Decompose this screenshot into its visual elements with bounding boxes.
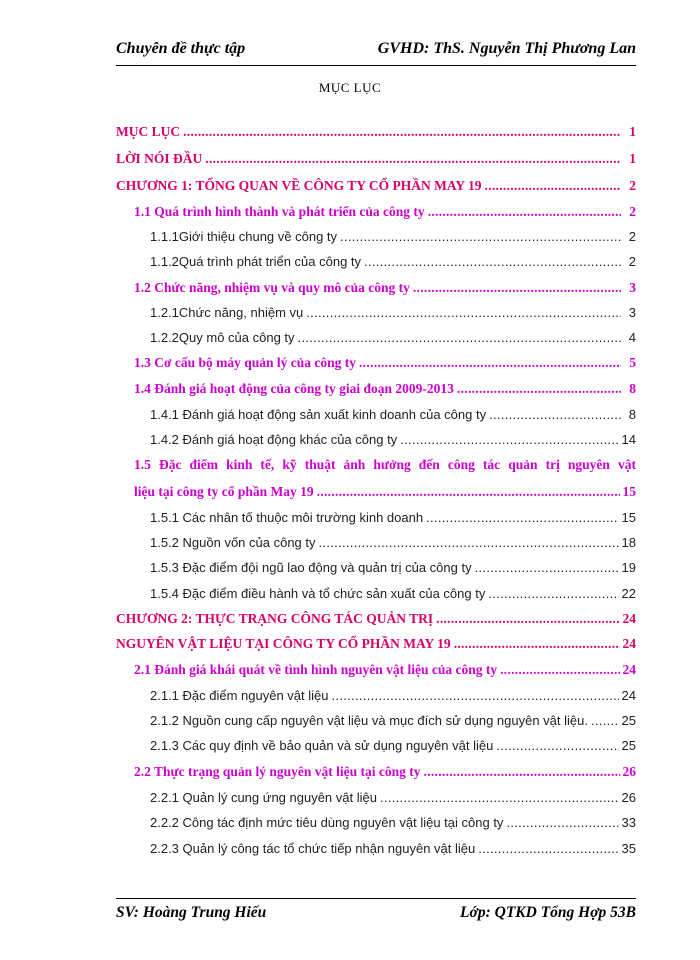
toc-entry-title: 2.2.3 Quản lý công tác tổ chức tiếp nhận nguyên vật liệu (150, 841, 476, 856)
toc-entry-title: 2.2 Thực trạng quản lý nguyên vật liệu tại công ty (134, 764, 421, 779)
toc-entry-page: 3 (628, 305, 636, 320)
toc-dot-leader (475, 560, 619, 575)
toc-entry-title: 1.5.3 Đặc điểm đội ngũ lao động và quản trị của công ty (150, 560, 472, 575)
toc-entry-title: 1.5.2 Nguồn vốn của công ty (150, 535, 316, 550)
toc-entry-page: 14 (621, 432, 636, 447)
toc-dot-leader (478, 841, 618, 856)
toc-entry-title: 1.4.1 Đánh giá hoạt động sản xuất kinh doanh của công ty (150, 407, 487, 422)
toc-entry-title: LỜI NÓI ĐẦU (116, 151, 203, 166)
toc-entry[interactable] (150, 688, 636, 703)
toc-entry-title: 1.5.4 Đặc điểm điều hành và tổ chức sản xuất của công ty (150, 586, 486, 601)
toc-title: MỤC LỤC (318, 80, 382, 95)
toc-entry[interactable] (116, 178, 636, 194)
toc-entry-title: NGUYÊN VẬT LIỆU TẠI CÔNG TY CỔ PHẦN MAY 19 (116, 636, 451, 651)
footer-divider (116, 898, 636, 899)
toc-entry[interactable] (134, 381, 636, 397)
toc-entry-title: 2.1 Đánh giá khái quát về tình hình nguyên vật liệu của công ty (134, 662, 498, 677)
toc-entry-page: 2 (629, 178, 636, 193)
toc-entry-title: 1.4 Đánh giá hoạt động của công ty giai đoạn 2009-2013 (134, 381, 454, 396)
toc-dot-leader (454, 636, 620, 652)
toc-dot-leader (428, 204, 621, 220)
toc-entry-page: 1 (629, 151, 636, 166)
toc-entry[interactable] (150, 841, 636, 856)
toc-entry[interactable] (150, 535, 636, 550)
toc-entry-title: 1.1 Quá trình hình thành và phát triển của công ty (134, 204, 425, 219)
toc-entry[interactable] (150, 407, 636, 422)
toc-entry[interactable] (150, 432, 636, 447)
toc-entry-page: 2 (629, 204, 636, 219)
toc-entry-page: 25 (621, 738, 636, 753)
toc-entry-page: 35 (621, 841, 636, 856)
toc-dot-leader (183, 124, 621, 140)
toc-entry[interactable] (150, 254, 636, 269)
toc-dot-leader (506, 815, 618, 830)
toc-dot-leader (500, 662, 619, 678)
toc-dot-leader (364, 254, 621, 269)
toc-entry-title: 2.2.2 Công tác định mức tiêu dùng nguyên vật liệu tại công ty (150, 815, 504, 830)
toc-entry-page: 5 (629, 355, 636, 370)
toc-dot-leader (496, 738, 618, 753)
toc-entry[interactable] (150, 560, 636, 575)
header-left: Chuyên đề thực tập (116, 40, 246, 57)
toc-entry-page: 25 (621, 713, 636, 728)
toc-dot-leader (413, 280, 621, 296)
toc-entry-page: 33 (621, 815, 636, 830)
toc-dot-leader (340, 229, 621, 244)
toc-entry[interactable] (134, 355, 636, 371)
toc-entry[interactable] (134, 662, 636, 678)
toc-dot-leader (319, 535, 619, 550)
toc-entry[interactable] (150, 815, 636, 830)
footer-right: Lớp: QTKD Tổng Hợp 53B (460, 904, 636, 921)
toc-dot-leader (591, 713, 619, 728)
toc-entry-page: 24 (621, 688, 636, 703)
toc-dot-leader (457, 381, 621, 397)
toc-entry-title: 1.1.2Quá trình phát triển của công ty (150, 254, 362, 269)
toc-entry[interactable] (150, 738, 636, 753)
toc-dot-leader (380, 790, 619, 805)
toc-entry-page: 19 (621, 560, 636, 575)
page-footer (116, 902, 636, 926)
toc-entry-page: 1 (629, 124, 636, 139)
toc-entry[interactable] (134, 204, 636, 220)
toc-dot-leader (424, 764, 620, 780)
toc-dot-leader (489, 407, 621, 422)
toc-entry[interactable] (134, 280, 636, 296)
toc-dot-leader (317, 484, 620, 500)
toc-dot-leader (485, 178, 621, 194)
toc-entry-page: 8 (629, 381, 636, 396)
header-right: GVHD: ThS. Nguyễn Thị Phương Lan (377, 40, 636, 57)
toc-entry-page: 18 (621, 535, 636, 550)
toc-entry-title: CHƯƠNG 1: TỔNG QUAN VỀ CÔNG TY CỔ PHẦN MAY 19 (116, 178, 482, 193)
toc-entry-page: 26 (622, 764, 636, 779)
toc-entry-page: 3 (629, 280, 636, 295)
toc-entry-page: 24 (622, 662, 636, 677)
toc-entry-title: liệu tại công ty cổ phần May 19 (134, 484, 314, 499)
toc-entry-title: 2.1.1 Đặc điểm nguyên vật liệu (150, 688, 329, 703)
toc-entry-page: 22 (621, 586, 636, 601)
toc-dot-leader (306, 305, 621, 320)
toc-entry[interactable] (134, 457, 636, 473)
toc-entry[interactable] (150, 586, 636, 601)
toc-entry-title: CHƯƠNG 2: THỰC TRẠNG CÔNG TÁC QUẢN TRỊ (116, 611, 434, 626)
toc-dot-leader (436, 611, 619, 627)
toc-entry-title: 1.1.1Giới thiệu chung về công ty (150, 229, 338, 244)
toc-entry-page: 8 (628, 407, 636, 422)
toc-entry[interactable] (150, 305, 636, 320)
toc-entry[interactable] (150, 790, 636, 805)
toc-entry-page: 15 (621, 510, 636, 525)
toc-entry-title: 1.4.2 Đánh giá hoạt động khác của công ty (150, 432, 398, 447)
toc-entry[interactable] (150, 330, 636, 345)
toc-entry-title: 1.5.1 Các nhân tố thuộc môi trường kinh doanh (150, 510, 424, 525)
toc-entry[interactable] (150, 229, 636, 244)
toc-entry[interactable] (116, 124, 636, 140)
toc-entry-title: 2.2.1 Quản lý cung ứng nguyên vật liệu (150, 790, 377, 805)
toc-entry-title: 1.2.1Chức năng, nhiệm vụ (150, 305, 304, 320)
toc-entry-title: 1.5 Đặc điểm kinh tế, kỹ thuật ảnh hưởng đến công tác quản trị nguyên vật (134, 457, 636, 472)
toc-dot-leader (205, 151, 621, 167)
toc-entry-page: 2 (628, 254, 636, 269)
toc-entry[interactable] (116, 636, 636, 652)
toc-entry-page: 15 (622, 484, 636, 499)
header-divider (116, 65, 636, 66)
toc-entry[interactable] (134, 764, 636, 780)
toc-entry[interactable] (150, 713, 636, 728)
toc-entry[interactable] (134, 484, 636, 500)
footer-left: SV: Hoàng Trung Hiếu (116, 904, 267, 921)
toc-dot-leader (332, 688, 619, 703)
toc-entry-title: 1.2.2Quy mô của công ty (150, 330, 295, 345)
page-header (116, 38, 636, 62)
toc-dot-leader (400, 432, 618, 447)
toc-entry-title: 2.1.3 Các quy định về bảo quản và sử dụng nguyên vật liệu (150, 738, 494, 753)
toc-entry-page: 4 (628, 330, 636, 345)
toc-entry-page: 26 (621, 790, 636, 805)
toc-entry-title: 1.2 Chức năng, nhiệm vụ và quy mô của công ty (134, 280, 410, 295)
toc-dot-leader (426, 510, 618, 525)
toc-entry[interactable] (116, 611, 636, 627)
toc-entry-title: 1.3 Cơ cấu bộ máy quản lý của công ty (134, 355, 356, 370)
toc-entry[interactable] (150, 510, 636, 525)
toc-entry-page: 24 (622, 636, 636, 651)
toc-entry-page: 2 (628, 229, 636, 244)
toc-entry-title: 2.1.2 Nguồn cung cấp nguyên vật liệu và mục đích sử dụng nguyên vật liệu. (150, 713, 588, 728)
toc-dot-leader (359, 355, 621, 371)
toc-entry-page: 24 (622, 611, 636, 626)
toc-dot-leader (488, 586, 618, 601)
toc-entry-title: MỤC LỤC (116, 124, 181, 139)
toc-dot-leader (298, 330, 621, 345)
toc-entry[interactable] (116, 151, 636, 167)
